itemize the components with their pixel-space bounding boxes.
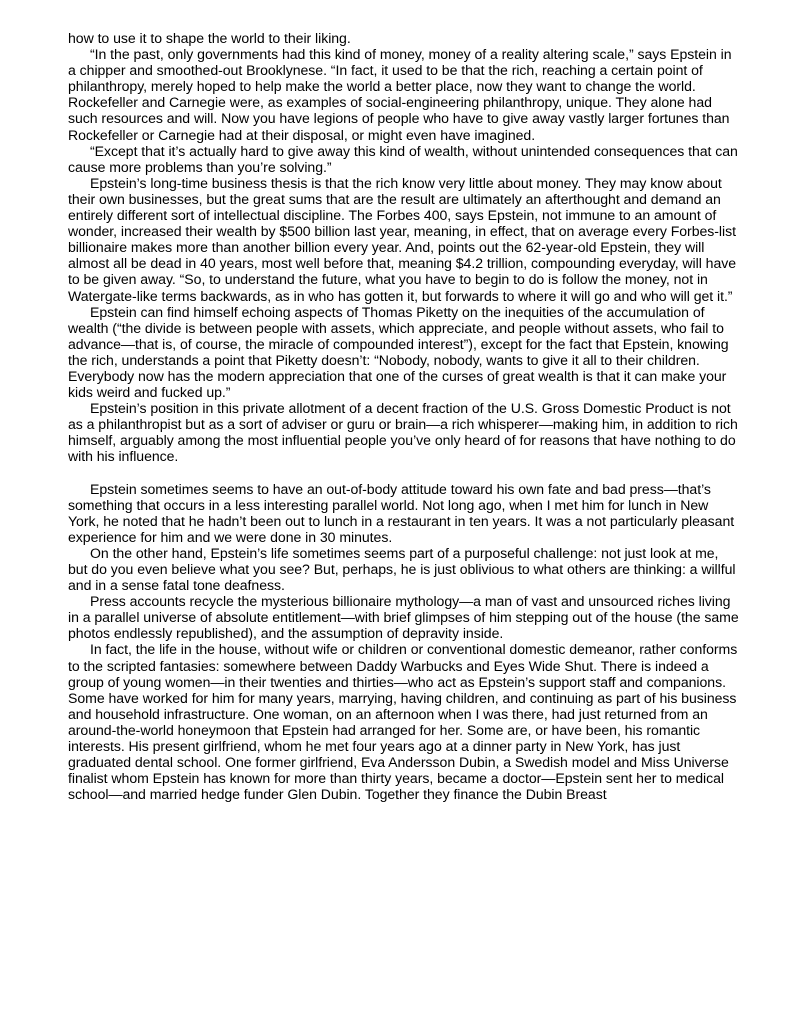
paragraph-10: In fact, the life in the house, without wife or children or conventional domestic demeanor, rather conforms to the scripted fantasies: somewhere between Daddy Warbucks and Eyes Wide Shut. There is indeed a group of young women—in their twenties and thirties—who act as Epstein’s support staff and companions. Some have worked for him for many years, marrying, having children, and continuing as part of his business and household infrastructure. One woman, on an afternoon when I was there, had just returned from an around-the-world honeymoon that Epstein had arranged for her. Some are, or have been, his romantic interests. His present girlfriend, whom he met four years ago at a dinner party in New York, has just graduated dental school. One former girlfriend, Eva Andersson Dubin, a Swedish model and Miss Universe finalist whom Epstein has known for more than thirty years, became a doctor—Epstein sent her to medical school—and married hedge funder Glen Dubin. Together they finance the Dubin Breast <box>68 641 738 803</box>
paragraph-6: Epstein’s position in this private allotment of a decent fraction of the U.S. Gross Domestic Product is not as a philanthropist but as a sort of adviser or guru or brain—a rich whisperer—making him, in addition to rich himself, arguably among the most influential people you’ve only heard of for reasons that have nothing to do with his influence. <box>68 400 738 465</box>
section-break <box>68 465 740 481</box>
paragraph-7: Epstein sometimes seems to have an out-of-body attitude toward his own fate and bad press—that’s something that occurs in a less interesting parallel world. Not long ago, when I met him for lunch in New York, he noted that he hadn’t been out to lunch in a restaurant in ten years. It was a not particularly pleasant experience for him and we were done in 30 minutes. <box>68 480 735 545</box>
paragraph-3: “Except that it’s actually hard to give away this kind of wealth, without unintended consequences that can cause more problems than you’re solving.” <box>68 142 738 175</box>
paragraph-4: Epstein’s long-time business thesis is that the rich know very little about money. They may know about their own businesses, but the great sums that are the result are ultimately an afterthought and demand an entirely different sort of intellectual discipline. The Forbes 400, says Epstein, not immune to an amount of wonder, increased their wealth by $500 billion last year, meaning, in effect, that on average every Forbes-list billionaire makes more than another billion every year. And, points out the 62-year-old Epstein, they will almost all be dead in 40 years, most well before that, meaning $4.2 trillion, compounding everyday, will have to be given away. “So, to understand the future, what you have to begin to do is follow the money, not in Watergate-like terms backwards, as in who has gotten it, but forwards to where it will go and who will get it.” <box>68 174 737 304</box>
paragraph-5: Epstein can find himself echoing aspects of Thomas Piketty on the inequities of the accumulation of wealth (“the divide is between people with assets, which appreciate, and people without assets, who fail to advance—that is, of course, the miracle of compounded interest”), except for the fact that Epstein, knowing the rich, understands a point that Piketty doesn’t: “Nobody, nobody, wants to give it all to their children. Everybody now has the modern appreciation that one of the curses of great wealth is that it can make your kids weird and fucked up.” <box>68 303 729 401</box>
paragraph-2: “In the past, only governments had this kind of money, money of a reality altering scale,” says Epstein in a chipper and smoothed-out Brooklynese. “In fact, it used to be that the rich, reaching a certain point of philanthropy, merely hoped to help make the world a better place, now they want to change the world. Rockefeller and Carnegie were, as examples of social-engineering philanthropy, unique. They alone had such resources and will. Now you have legions of people who have to give away vastly larger fortunes than Rockefeller or Carnegie had at their disposal, or might even have imagined. <box>68 46 732 143</box>
paragraph-9: Press accounts recycle the mysterious billionaire mythology—a man of vast and unsourced riches living in a parallel universe of absolute entitlement—with brief glimpses of him stepping out of the house (the same photos endlessly republished), and the assumption of depravity inside. <box>68 593 739 642</box>
paragraph-1: how to use it to shape the world to their liking. <box>68 30 351 46</box>
paragraph-8: On the other hand, Epstein’s life sometimes seems part of a purposeful challenge: not just look at me, but do you even believe what you see? But, perhaps, he is just oblivious to what others are thinking: a willful and in a sense fatal tone deafness. <box>68 544 736 594</box>
